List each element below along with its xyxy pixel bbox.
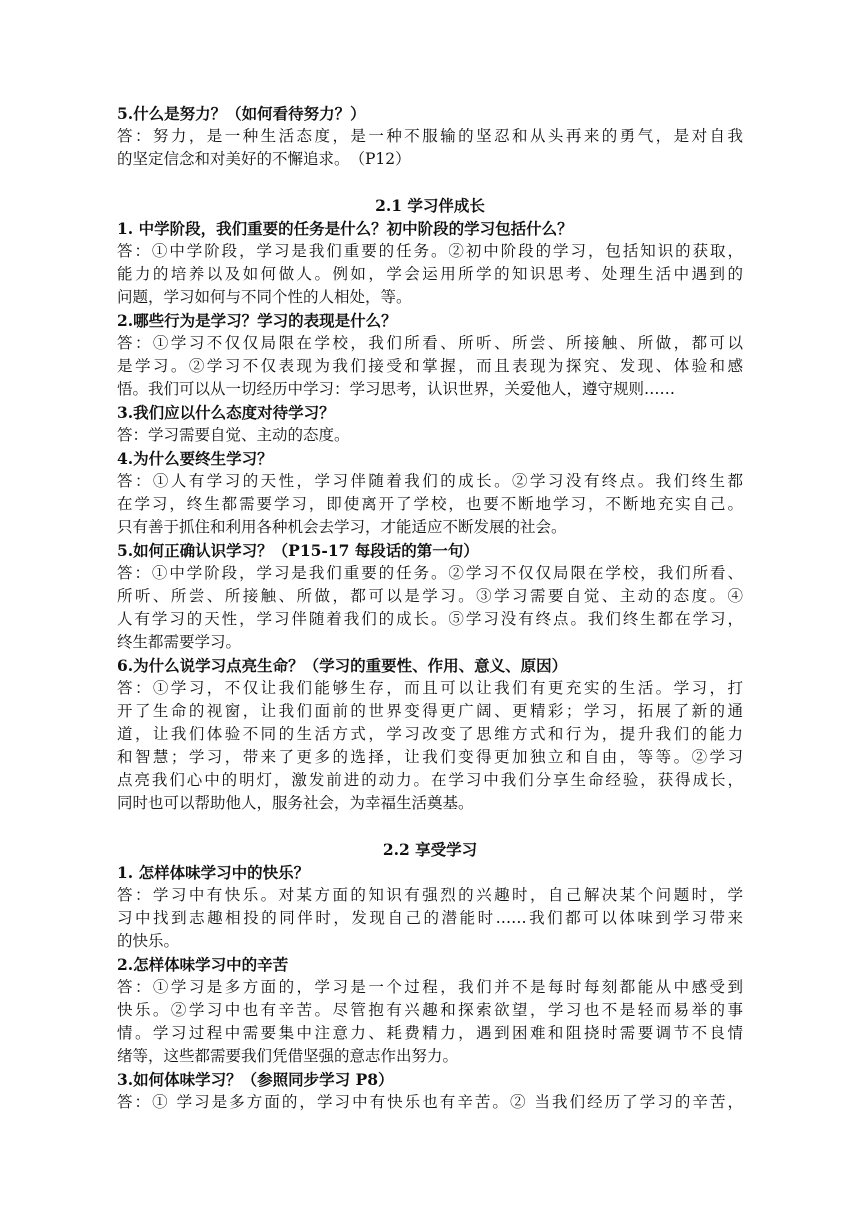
answer (117, 677, 743, 815)
answer-line: 情。学习过程中需要集中注意力、耗费精力，遇到困难和阻挠时需要调节不良情 (117, 1024, 743, 1042)
answer-line: 答：①中学阶段，学习是我们重要的任务。②初中阶段的学习，包括知识的获取， (117, 242, 743, 260)
answer-line: 答：①学习，不仅让我们能够生存，而且可以让我们有更充实的生活。学习，打 (117, 679, 743, 697)
answer (117, 976, 743, 1068)
answer-line: 终生都需要学习。 (117, 633, 242, 651)
answer (117, 470, 743, 539)
section-heading: 2.1 学习伴成长 (375, 196, 485, 215)
question: 5.什么是努力？（如何看待努力？） (117, 104, 366, 123)
answer (117, 125, 743, 171)
answer-line: 悟。我们可以从一切经历中学习：学习思考，认识世界，关爱他人，遵守规则…… (117, 380, 676, 398)
answer-line: 问题，学习如何与不同个性的人相处，等。 (117, 288, 412, 306)
question: 4.为什么要终生学习？ (117, 449, 273, 468)
answer-line: 答：①中学阶段，学习是我们重要的任务。②学习不仅仅局限在学校，我们所看、 (117, 564, 743, 582)
question: 6.为什么说学习点亮生命？（学习的重要性、作用、意义、原因） (117, 656, 568, 675)
answer-line: 开了生命的视窗，让我们面前的世界变得更广阔、更精彩；学习，拓展了新的通 (117, 702, 743, 720)
answer (117, 332, 743, 401)
answer-line: 道，让我们体验不同的生活方式，学习改变了思维方式和行为，提升我们的能力 (117, 725, 743, 743)
answer-line: 答：①人有学习的天性，学习伴随着我们的成长。②学习没有终点。我们终生都 (117, 472, 743, 490)
answer-line: 答：①学习是多方面的，学习是一个过程，我们并不是每时每刻都能从中感受到 (117, 978, 743, 996)
answer-line: 的快乐。 (117, 932, 180, 950)
answer-line: 在学习，终生都需要学习，即使离开了学校，也要不断地学习，不断地充实自己。 (117, 495, 743, 513)
question: 5.如何正确认识学习？（P15-17 每段话的第一句） (117, 541, 479, 560)
question: 2.哪些行为是学习？学习的表现是什么？ (117, 311, 397, 330)
answer (117, 240, 743, 309)
answer-line: 快乐。②学习中也有辛苦。尽管抱有兴趣和探索欲望，学习也不是轻而易举的事 (117, 1001, 743, 1019)
answer (117, 562, 743, 654)
document-page (117, 102, 743, 1114)
answer (117, 1091, 743, 1114)
answer-line: 同时也可以帮助他人，服务社会，为幸福生活奠基。 (117, 794, 474, 812)
answer-line: 答：努力，是一种生活态度，是一种不服输的坚忍和从头再来的勇气，是对自我 (117, 127, 743, 145)
question: 3.如何体味学习？（参照同步学习 P8） (117, 1070, 394, 1089)
answer-line: 和智慧；学习，带来了更多的选择，让我们变得更加独立和自由，等等。②学习 (117, 748, 743, 766)
answer-line: 习中找到志趣相投的同伴时，发现自己的潜能时……我们都可以体味到学习带来 (117, 909, 743, 927)
answer-line: 的坚定信念和对美好的不懈追求。 （P12） (117, 150, 411, 168)
answer-line: 点亮我们心中的明灯，激发前进的动力。在学习中我们分享生命经验，获得成长， (117, 771, 743, 789)
answer-line: 答：①学习不仅仅局限在学校，我们所看、所听、所尝、所接触、所做，都可以 (117, 334, 743, 352)
answer-line: 绪等，这些都需要我们凭借坚强的意志作出努力。 (117, 1047, 459, 1065)
answer-line: 答：学习需要自觉、主动的态度。 (117, 426, 350, 444)
answer (117, 424, 743, 447)
answer-line: 能力的培养以及如何做人。例如，学会运用所学的知识思考、处理生活中遇到的 (117, 265, 743, 283)
answer-line: 所听、所尝、所接触、所做，都可以是学习。③学习需要自觉、主动的态度。④ (117, 587, 743, 605)
question: 1. 怎样体味学习中的快乐？ (117, 863, 310, 882)
answer-line: 人有学习的天性，学习伴随着我们的成长。⑤学习没有终点。我们终生都在学习， (117, 610, 743, 628)
question: 2.怎样体味学习中的辛苦 (117, 955, 289, 974)
answer-line: 答：① 学习是多方面的，学习中有快乐也有辛苦。② 当我们经历了学习的辛苦， (117, 1093, 743, 1111)
answer-line: 答：学习中有快乐。对某方面的知识有强烈的兴趣时，自己解决某个问题时，学 (117, 886, 743, 904)
section-heading: 2.2 享受学习 (382, 840, 478, 859)
answer-line: 只有善于抓住和利用各种机会去学习，才能适应不断发展的社会。 (117, 518, 567, 536)
answer (117, 884, 743, 953)
question: 3.我们应以什么态度对待学习？ (117, 403, 335, 422)
question: 1. 中学阶段，我们重要的任务是什么？初中阶段的学习包括什么？ (117, 219, 573, 238)
answer-line: 是学习。②学习不仅表现为我们接受和掌握，而且表现为探究、发现、体验和感 (117, 357, 743, 375)
